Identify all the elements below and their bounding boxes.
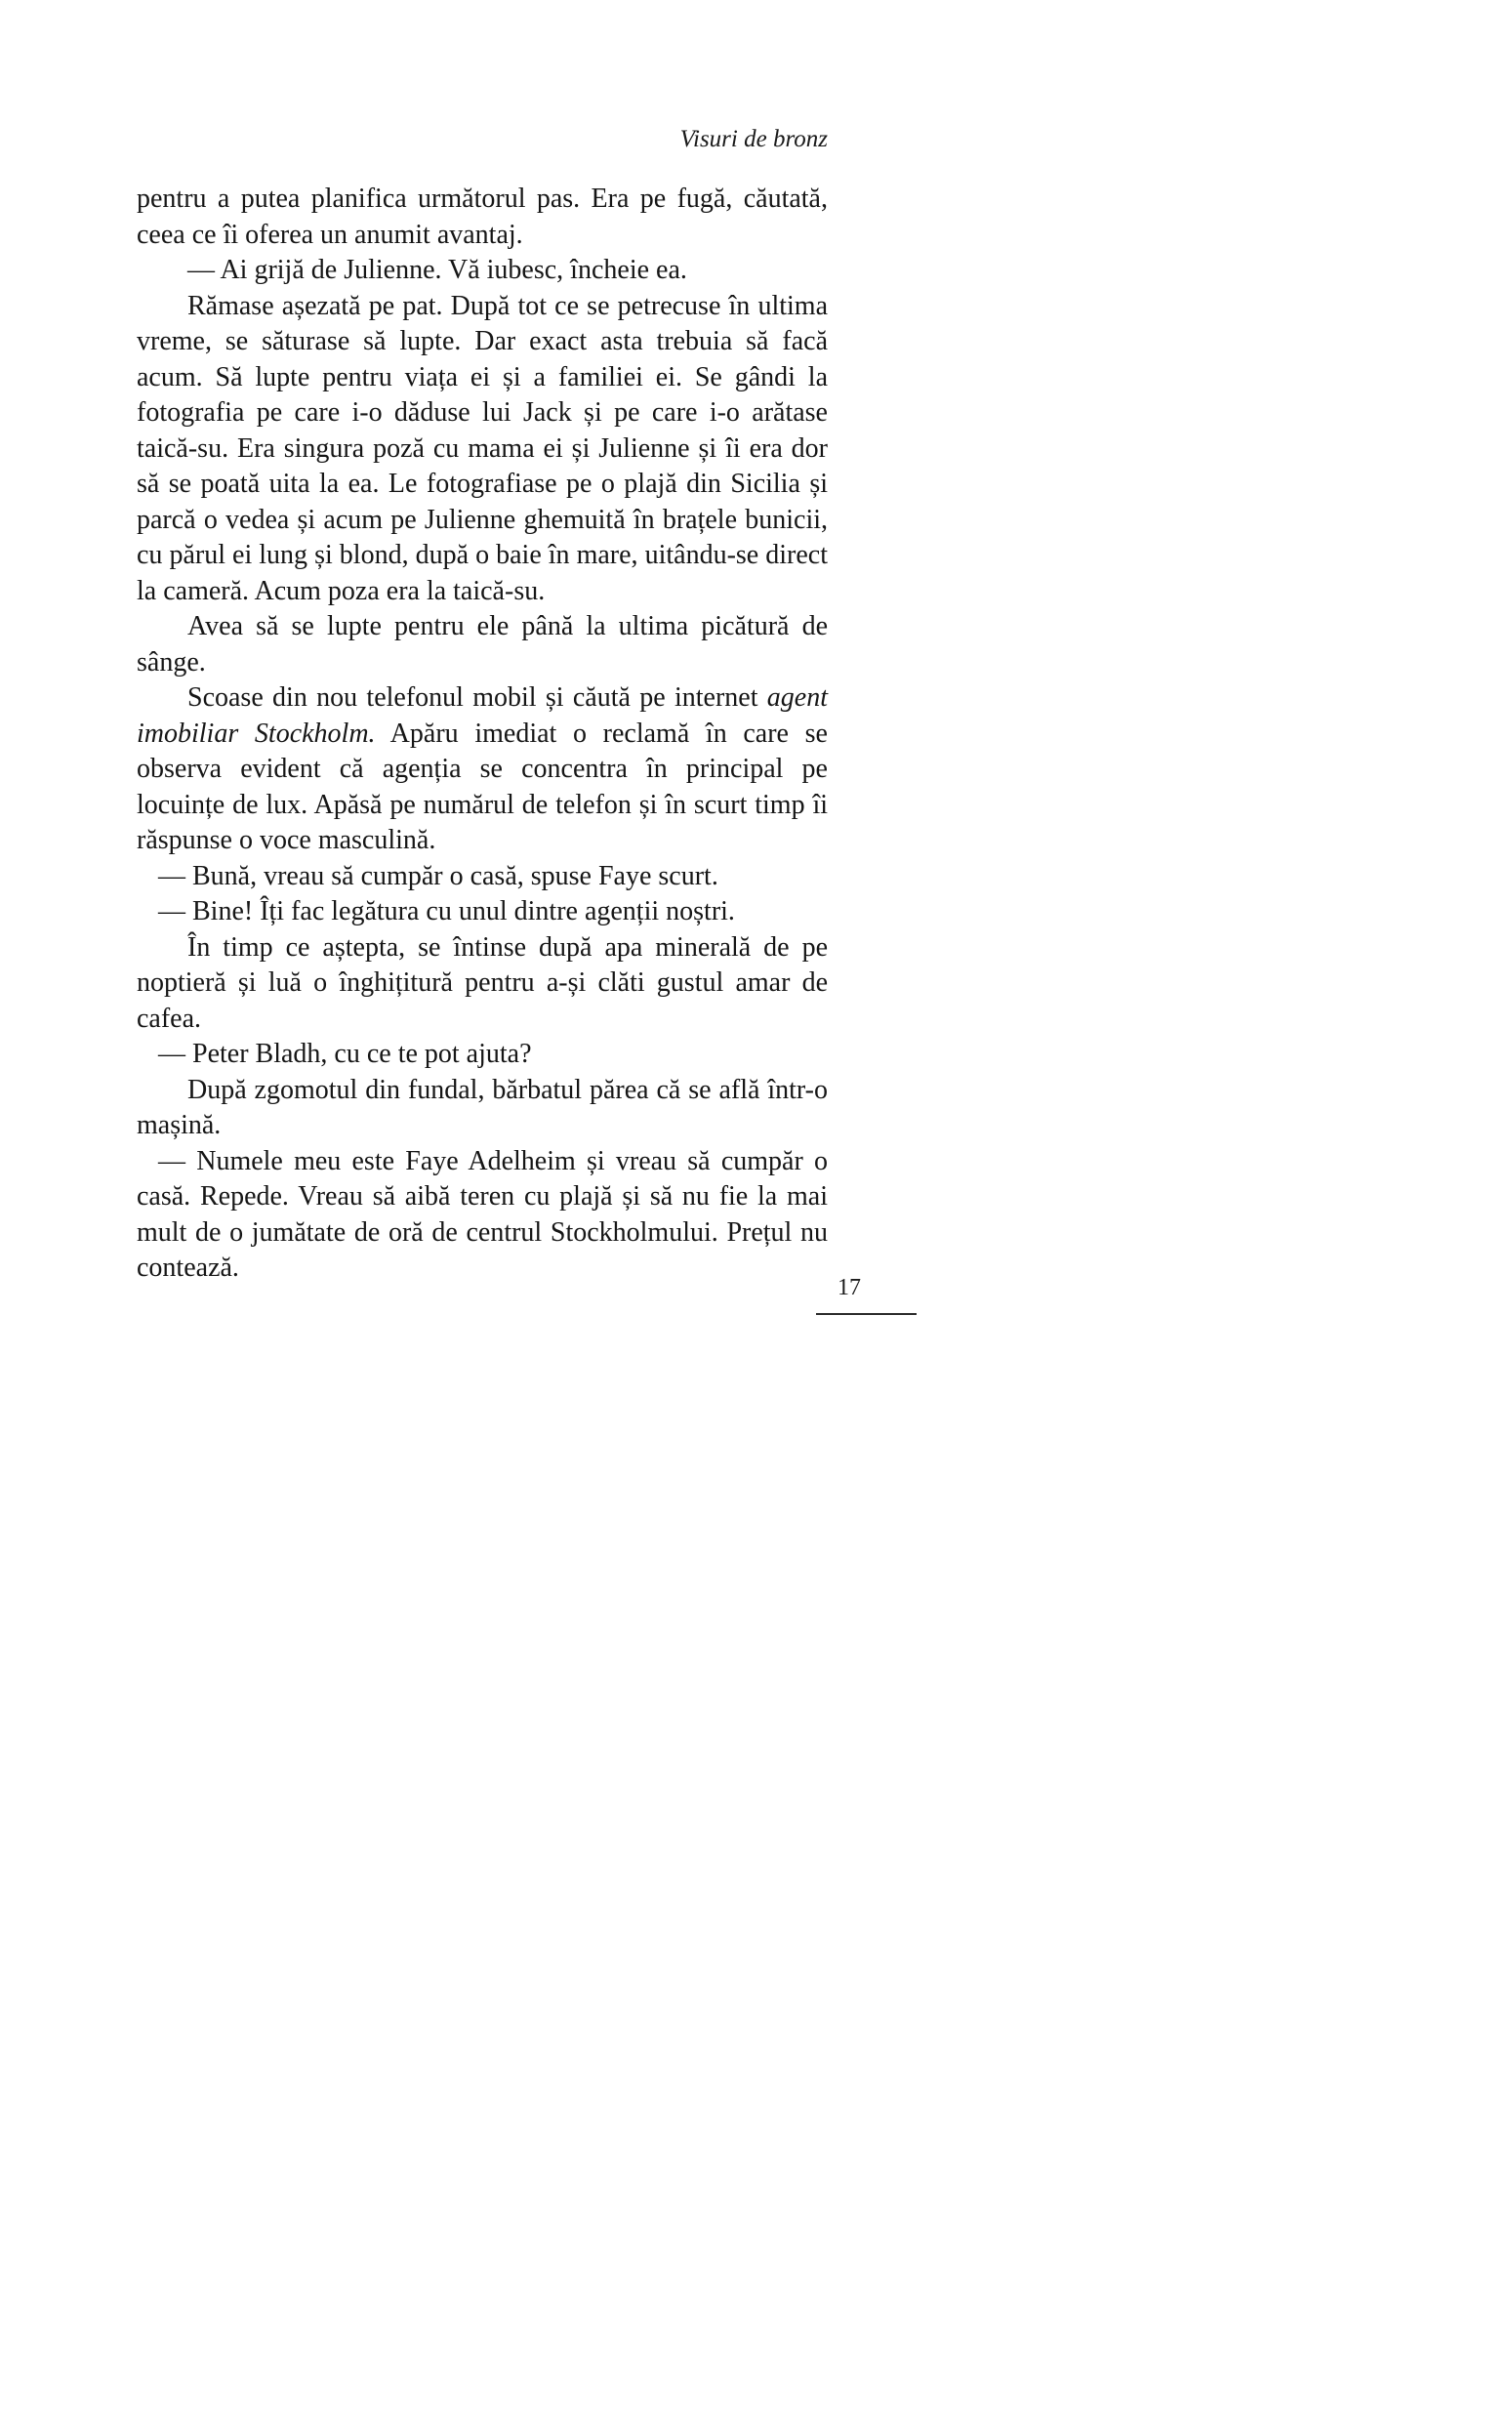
text-segment: După zgomotul din fundal, bărbatul părea că se află într-o mașină. <box>137 1074 828 1140</box>
footer-rule <box>816 1275 917 1315</box>
paragraph <box>137 680 828 859</box>
text-segment: Avea să se lupte pentru ele până la ultima picătură de sânge. <box>137 611 828 678</box>
page-number: 17 <box>838 1275 861 1300</box>
text-segment: Rămase așezată pe pat. După tot ce se petrecuse în ultima vreme, se săturase să lupte. Dar exact asta trebuia să facă acum. Să lupte pentru viața ei și a familiei ei. Se gândi la fotografia pe care i-o dăduse lui Jack și pe care i-o arătase taică-su. Era singura poză cu mama ei și Julienne și îi era dor să se poată uita la ea. Le fotografiase pe o plajă din Sicilia și parcă o vedea și acum pe Julienne ghemuită în brațele bunicii, cu părul ei lung și blond, după o baie în mare, uitându-se direct la cameră. Acum poza era la taică-su. <box>137 290 828 606</box>
paragraph <box>137 609 828 680</box>
paragraph <box>137 930 828 1038</box>
body-text <box>137 182 828 1287</box>
paragraph <box>137 253 828 289</box>
paragraph <box>137 1144 828 1287</box>
running-header: Visuri de bronz <box>679 126 828 152</box>
text-segment: — Numele meu este Faye Adelheim și vreau să cumpăr o casă. Repede. Vreau să aibă teren cu plajă și să nu fie la mai mult de o jumătate de oră de centrul Stockholmului. Prețul nu contează. <box>137 1145 828 1283</box>
paragraph <box>137 182 828 253</box>
paragraph <box>137 289 828 610</box>
text-segment: — Peter Bladh, cu ce te pot ajuta? <box>158 1039 532 1069</box>
text-segment: — Bine! Îți fac legătura cu unul dintre agenții noștri. <box>158 896 735 926</box>
text-segment: pentru a putea planifica următorul pas. Era pe fugă, căutată, ceea ce îi oferea un anumit avantaj. <box>137 184 828 250</box>
paragraph <box>137 859 828 895</box>
paragraph <box>137 1037 828 1073</box>
text-segment: Apăru imediat o reclamă în care se observa evident că agenția se concentra în principal pe locuințe de lux. Apăsă pe numărul de telefon și în scurt timp îi răspunse o voce masculină. <box>137 718 828 855</box>
text-segment: Scoase din nou telefonul mobil și căută pe internet <box>187 682 767 713</box>
text-segment: În timp ce aștepta, se întinse după apa minerală de pe noptieră și luă o înghițitură pentru a-și clăti gustul amar de cafea. <box>137 931 828 1034</box>
text-segment: — Bună, vreau să cumpăr o casă, spuse Faye scurt. <box>158 860 718 891</box>
paragraph <box>137 894 828 930</box>
paragraph <box>137 1073 828 1144</box>
italic-text-segment: agent imobiliar Stockholm. <box>137 682 828 749</box>
text-segment: — Ai grijă de Julienne. Vă iubesc, încheie ea. <box>187 255 687 285</box>
